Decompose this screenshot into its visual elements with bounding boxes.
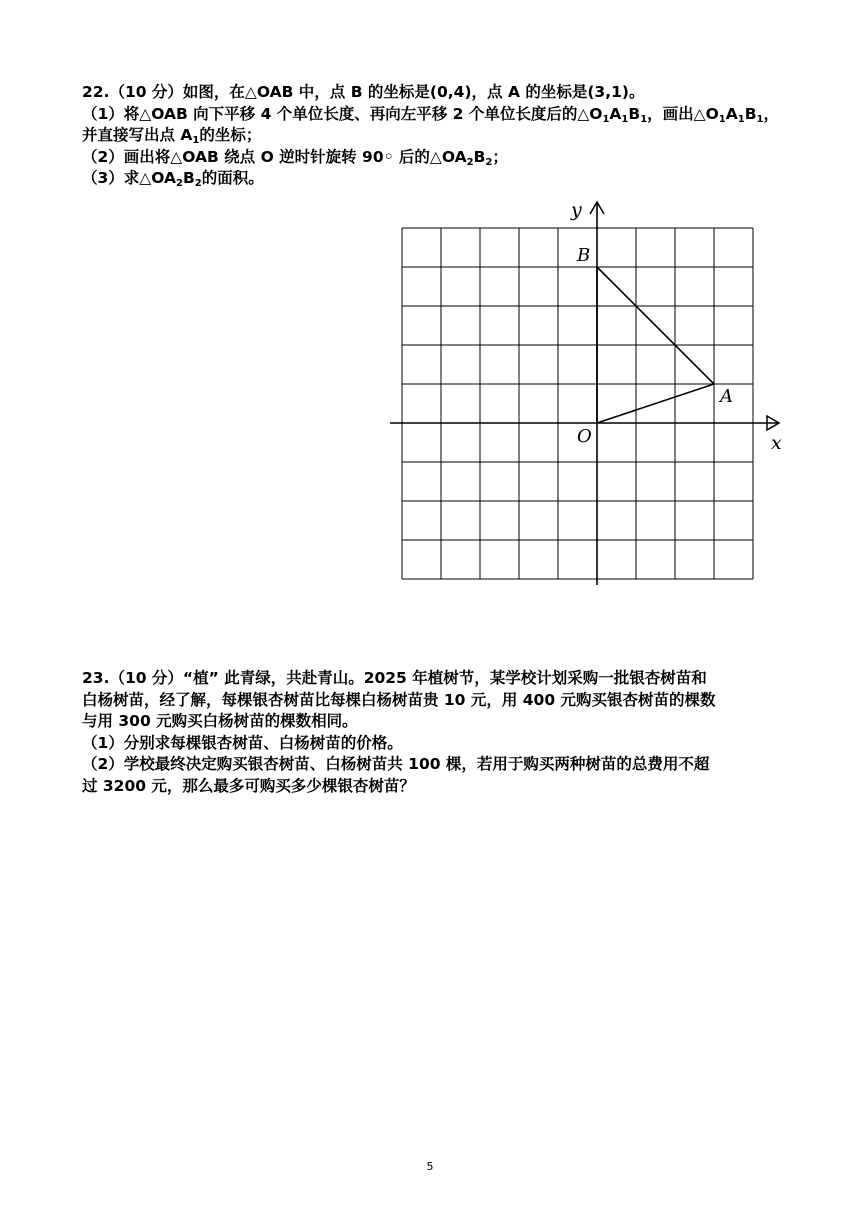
q22-header: 22.（10 分）如图，在△OAB 中，点 B 的坐标是(0,4)，点 A 的坐标是(3,1)。: [82, 83, 645, 101]
axis-label-x: x: [771, 432, 782, 454]
q22-part1: （1）将△OAB 向下平移 4 个单位长度、再向左平移 2 个单位长度后的$\triangle O_1A_1B_1$，画出$\triangle O_1A_1B_1$，: [82, 104, 780, 125]
q22-part3: （3）求$\triangle OA_2B_2$的面积。: [82, 169, 264, 189]
question-23: [82, 668, 782, 797]
q22-part2: （2）画出将△OAB 绕点 O 逆时针旋转 90◦ 后的$\triangle OA_2B_2$；: [82, 147, 508, 168]
point-label-o: O: [577, 426, 592, 447]
q23-part1: （1）分别求每棵银杏树苗、白杨树苗的价格。: [82, 733, 403, 752]
point-label-a: A: [720, 386, 733, 407]
q22-part1-cont: 并直接写出点 $A_1$的坐标；: [82, 126, 262, 146]
q23-line-2: 白杨树苗，经了解，每棵银杏树苗比每棵白杨树苗贵 10 元，用 400 元购买银杏树苗的棵数: [82, 690, 716, 709]
point-label-b: B: [577, 245, 591, 266]
q23-line-1: 23.（10 分）“植” 此青绿，共赴青山。2025 年植树节，某学校计划采购一批银杏树苗和: [82, 669, 707, 687]
page-number: 5: [426, 1160, 434, 1173]
question-22: [82, 82, 782, 190]
grid-lines: [402, 228, 753, 579]
coordinate-grid-figure: [380, 196, 780, 596]
segment-oa: [597, 384, 714, 423]
axis-label-y: y: [571, 199, 582, 221]
q23-part2: （2）学校最终决定购买银杏树苗、白杨树苗共 100 棵，若用于购买两种树苗的总费用不超: [82, 755, 710, 773]
segment-ba: [597, 267, 714, 384]
q23-line-3: 与用 300 元购买白杨树苗的棵数相同。: [82, 712, 358, 730]
q23-part2-cont: 过 3200 元，那么最多可购买多少棵银杏树苗？: [82, 776, 415, 795]
